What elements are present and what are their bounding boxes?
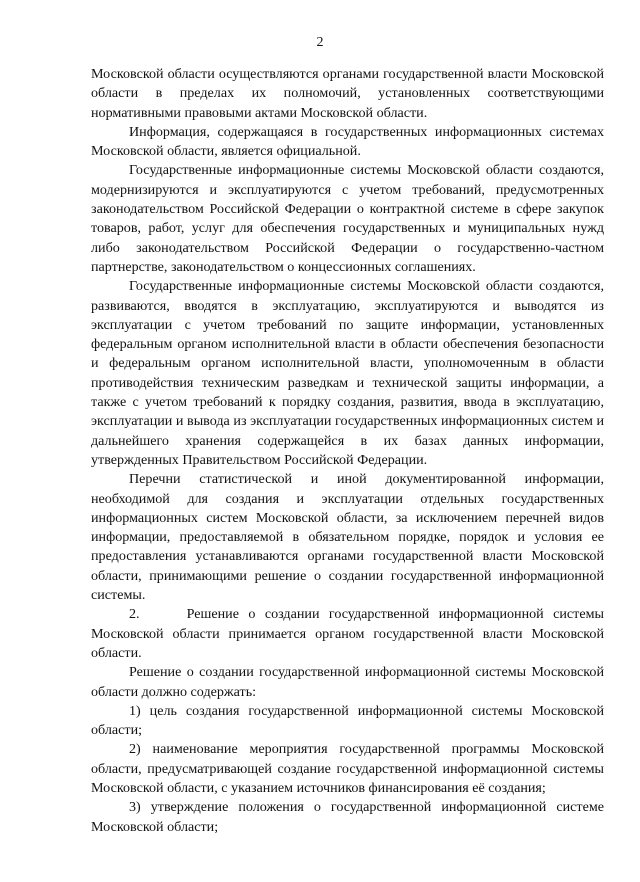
- numbered-paragraph: 2. Решение о создании государственной информационной системы Московской области принимается органом государственной власти Московской области.: [91, 606, 604, 661]
- paragraph: Государственные информационные системы Московской области создаются, развиваются, вводятся в эксплуатацию, эксплуатируются и выводятся из эксплуатации с учетом требований по защите информации, установленных федеральным органом исполнительной власти в области обеспечения безопасности и федеральным органом исполнительной власти, уполномоченным в области противодействия техническим разведкам и технической защиты информации, а также с учетом требований к порядку создания, развития, ввода в эксплуатацию, эксплуатации и вывода из эксплуатации государственных информационных систем и дальнейшего хранения содержащейся в их базах данных информации, утвержденных Правительством Российской Федерации.: [91, 278, 604, 468]
- paragraph: Государственные информационные системы Московской области создаются, модернизируются и эксплуатируются с учетом требований, предусмотренных законодательством Российской Федерации о контрактной системе в сфере закупок товаров, работ, услуг для обеспечения государственных и муниципальных нужд либо законодательством Российской Федерации о государственно-частном партнерстве, законодательством о концессионных соглашениях.: [91, 162, 604, 275]
- document-body: [91, 65, 604, 837]
- paragraph: Информация, содержащаяся в государственных информационных системах Московской области, является официальной.: [91, 123, 604, 160]
- list-item: 1) цель создания государственной информационной системы Московской области;: [91, 702, 604, 739]
- paragraph: Перечни статистической и иной документированной информации, необходимой для создания и эксплуатации отдельных государственных информационных систем Московской области, за исключением перечней видов информации, предоставляемой в обязательном порядке, порядок и условия ее предоставления устанавливаются органами государственной власти Московской области, принимающими решение о создании государственной информационной системы.: [91, 471, 604, 604]
- list-item: 2) наименование мероприятия государственной программы Московской области, предусматривающей создание государственной информационной системы Московской области, с указанием источников финансирования её создания;: [91, 741, 604, 796]
- list-item: 3) утверждение положения о государственной информационной системе Московской области;: [91, 799, 604, 835]
- paragraph: Решение о создании государственной информационной системы Московской области должно содержать:: [91, 664, 604, 700]
- paragraph: Московской области осуществляются органами государственной власти Московской области в пределах их полномочий, установленных соответствующими нормативными правовыми актами Московской области.: [91, 66, 604, 121]
- page-number: 2: [316, 35, 324, 50]
